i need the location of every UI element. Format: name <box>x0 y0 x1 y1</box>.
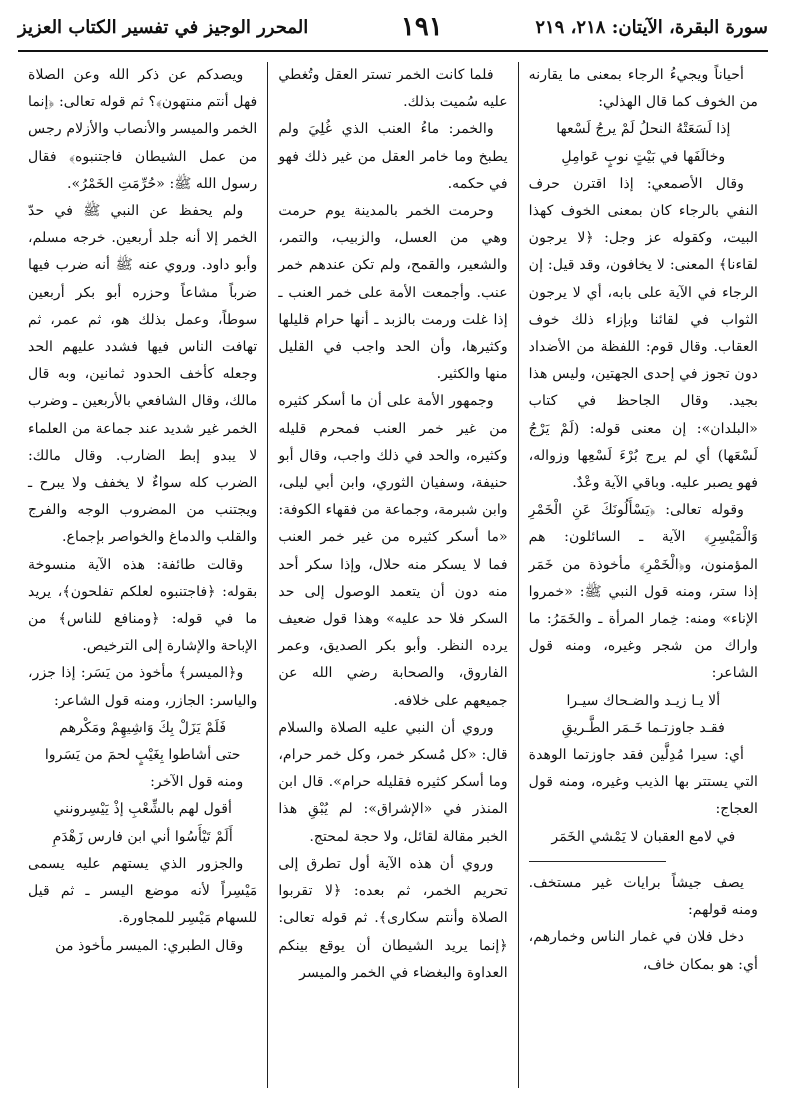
paragraph: ويصدكم عن ذكر الله وعن الصلاة فهل أنتم منتهون﴾؟ ثم قوله تعالى: ﴿إنما الخمر والميسر والأنصاب والأزلام رجس من عمل الشيطان فاجتنبوه﴾ فقال رسول الله ﷺ: «حُرِّمَتِ الخَمْرُ». <box>28 67 258 192</box>
paragraph: وقوله تعالى: ﴿يَسْأَلُونَكَ عَنِ الْخَمْرِ وَالْمَيْسِرِ﴾ الآية ـ السائلون: هم المؤمنون، و﴿الْخَمْرِ﴾ مأخوذة من خَمَر إذا ستر، ومنه قول النبي ﷺ: «خمروا الإناء» ومنه: خِمار المرأة ـ والخَمَرُ: ما واراك من شجر وغيره، ومنه قول الشاعر: <box>528 502 758 682</box>
verse-line: وخالَفَها في بَيْتٍ نوبٍ عَوامِلِ <box>561 148 726 165</box>
paragraph: أحياناً ويجيءُ الرجاء بمعنى ما يقارنه من الخوف كما قال الهذلي: <box>528 67 758 111</box>
paragraph: ومنه قول الآخر: <box>150 774 244 791</box>
paragraph: وقال الطبري: الميسر مأخوذ من <box>55 937 244 954</box>
paragraph: وجمهور الأمة على أن ما أسكر كثيره من غير خمر العنب فمحرم قليله وكثيره، والحد في ذلك واجب، وقال أبو حنيفة، وسفيان الثوري، وابن أبي ليلى، وابن شبرمة، وجماعة من فقهاء الكوفة: «ما أسكر كثيره من غير خمر العنب فما لا يسكر منه حلال، وإذا سكر أحد منه دون أن يتعمد الوصول إلى حد السكر فلا حد عليه» وهذا قول ضعيف يرده النظر. وأبو بكر الصديق، وعمر الفاروق، والصحابة رضي الله عن جميعهم على خلافه. <box>278 393 508 709</box>
verse-line: ألا يـا زيـد والضـحاك سيـرا <box>566 692 721 709</box>
verse-line: أقول لهم بالشِّعْبِ إذْ يَيْسِرونني <box>53 801 232 818</box>
header-divider <box>18 50 768 52</box>
paragraph: و﴿الميسر﴾ مأخوذ من يَسَر: إذا جزر، والياسر: الجازر، ومنه قول الشاعر: <box>28 665 258 709</box>
book-title: المحرر الوجيز في تفسير الكتاب العزيز <box>18 16 309 38</box>
paragraph: يصف جيشاً برايات غير مستخف. ومنه قولهم: <box>528 874 758 919</box>
page-header <box>18 10 768 44</box>
paragraph: ولم يحفظ عن النبي ﷺ في حدّ الخمر إلا أنه جلد أربعين. خرجه مسلم، وأبو داود. وروي عنه ﷺ أنه ضرب فيها ضرباً مشاعاً وحزره أبو بكر أربعين سوطاً، وعمل بذلك هو، ثم عمر، ثم تهافت الناس فيها فشدد عليهم الحد وجعله كأخف الحدود ثمانين، وبه قال مالك، وقال الشافعي بالأربعين ـ وضرب الخمر غير شديد عند جماعة من العلماء لا يبدو إبط الضارب. وقال مالك: الضرب كله سواءٌ لا يخفف ولا يبرح ـ ويجتنب من المضروب الوجه والفرج والقلب والدماغ والخواصر بإجماع. <box>28 203 258 546</box>
page-number: ١٩١ <box>400 12 443 42</box>
paragraph: دخل فلان في غمار الناس وخمارهم، أي: هو بمكان خاف، <box>528 929 758 973</box>
paragraph: وروي أن النبي عليه الصلاة والسلام قال: «كل مُسكر خمر، وكل خمر حرام، وما أسكر كثيره فقليله حرام». قال ابن المنذر في «الإشراق»: لم يُبْقِ هذا الخبر مقالة لقائل، ولا حجة لمحتج. <box>278 719 508 845</box>
verse-line: فَلَمْ يَزَلْ بِكَ وَاشِيهِمْ ومَكْرهم <box>59 719 227 736</box>
column-middle <box>268 62 517 1088</box>
paragraph: وروي أن هذه الآية أول تطرق إلى تحريم الخمر، ثم بعده: ﴿لا تقربوا الصلاة وأنتم سكارى﴾. ثم قوله تعالى: ﴿إنما يريد الشيطان أن يوقع بينكم العداوة والبغضاء في الخمر والميسر <box>278 855 508 981</box>
verse-line: أَلَمْ تَيْأَسُوا أني ابن فارس زَهْدَمِ <box>52 828 233 845</box>
footnote-divider <box>529 861 667 862</box>
column-divider <box>518 62 519 1088</box>
column-divider <box>267 62 268 1088</box>
verse-line: حتى أشاطوا بِغَيْبٍ لحمَ من يَسَروا <box>44 747 241 764</box>
surah-title: سورة البقرة، الآيتان: ٢١٨، ٢١٩ <box>535 16 768 38</box>
paragraph: وقالت طائفة: هذه الآية منسوخة بقوله: ﴿فاجتنبوه لعلكم تفلحون﴾، يريد ما في قوله: ﴿ومنافع للناس﴾ من الإباحة والإشارة إلى الترخيص. <box>28 556 258 655</box>
paragraph: وقال الأصمعي: إذا اقترن حرف النفي بالرجاء كان بمعنى الخوف كهذا البيت، وكقوله عز وجل: ﴿لا يرجون لقاءنا﴾ المعنى: لا يخافون، وقد قيل: إن الرجاء في الآية على بابه، أي لا يرجون الثواب في لقائنا وبإزاء ذلك خوف العقاب. وقال قوم: اللفظة من الأضداد دون تجوز في إحدى الجهتين، وليس هذا بجيد. وقال الجاحظ في كتاب «البلدان»: إن معنى قوله: (لَمْ يَرْجُ لَسْعَها) أي لم يرج بُرْءَ لَسْعِها وزواله، فهو يصبر عليه. وباقي الآية وعْدٌ. <box>528 175 758 492</box>
paragraph: والخمر: ماءُ العنب الذي غُلِيَ ولم يطبخ وما خامر العقل من غير ذلك فهو في حكمه. <box>278 121 508 192</box>
paragraph: فلما كانت الخمر تستر العقل وتُغطي عليه سُميت بذلك. <box>278 67 508 111</box>
text-columns <box>18 62 768 1088</box>
paragraph: أي: سيرا مُدِلَّين فقد جاوزتما الوهدة التي يستتر بها الذيب وغيره، ومنه قول العجاج: <box>528 747 758 818</box>
paragraph: والجزور الذي يستهم عليه يسمى مَيْسِراً لأنه موضع اليسر ـ ثم قيل للسهام مَيْسِر للمجاورة. <box>28 855 258 927</box>
verse-line: إذا لَسَعَتْهُ النحلُ لَمْ يرجُ لَسْعها <box>556 121 731 138</box>
paragraph: وحرمت الخمر بالمدينة يوم حرمت وهي من العسل، والزبيب، والتمر، والشعير، والقمح، ولم تكن عندهم خمر عنب. وأجمعت الأمة على خمر العنب ـ إذا غلت ورمت بالزبد ـ أنها حرام قليلها وكثيرها، وأن الحد واجب في القليل منها والكثير. <box>278 203 508 383</box>
verse-line: في لامع العقبان لا يَمْشي الخَمَر <box>551 828 736 845</box>
column-left <box>18 62 267 1088</box>
verse-line: فقـد جاوزتـما خَـمَر الطَّـريقِ <box>561 719 725 736</box>
column-right <box>519 62 768 1088</box>
